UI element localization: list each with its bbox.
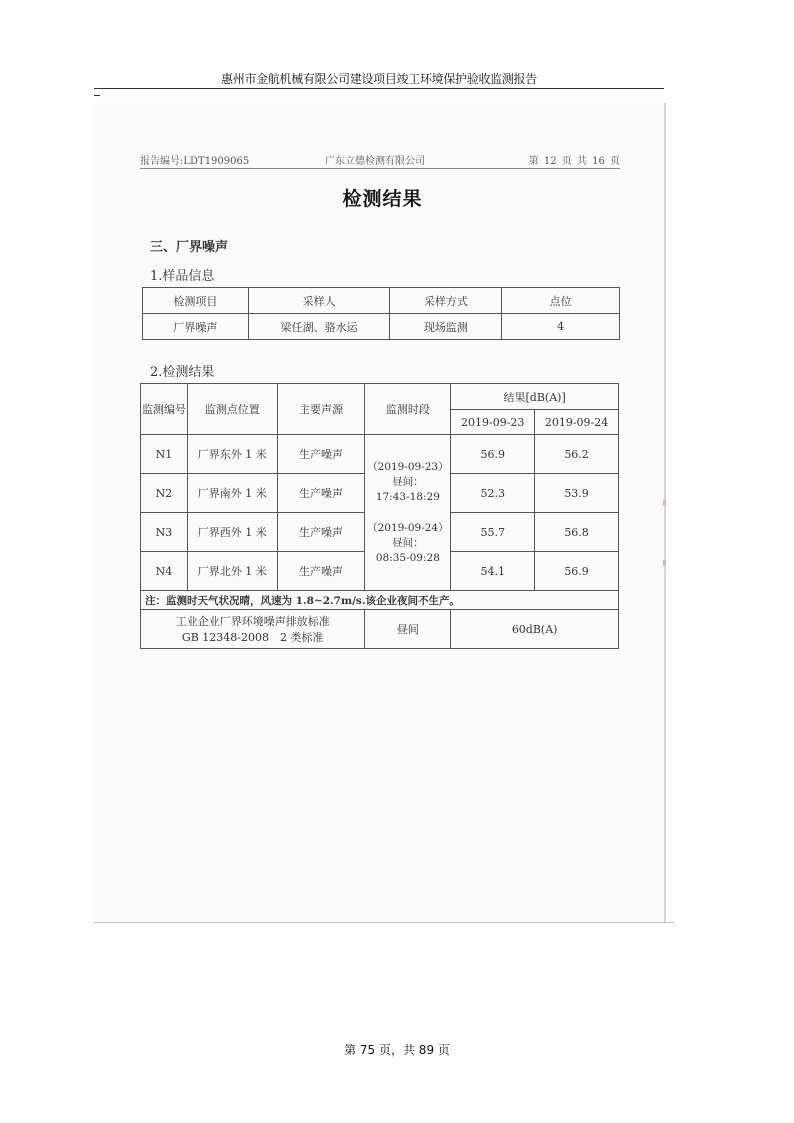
noise-source: 生产噪声	[277, 435, 365, 474]
point-id: N4	[141, 552, 188, 591]
point-id: N2	[141, 474, 188, 513]
table-cell: 厂界噪声	[143, 314, 249, 340]
report-meta	[140, 152, 620, 166]
header-cell: 主要声源	[277, 384, 365, 435]
date-cell: 2019-09-23	[451, 410, 535, 435]
result-value: 53.9	[535, 474, 619, 513]
meta-divider	[140, 168, 620, 169]
header-cell: 监测编号	[141, 384, 188, 435]
period-day-1	[365, 460, 450, 505]
header-dash	[94, 95, 100, 96]
header-cell: 检测项目	[143, 288, 249, 314]
standard-period: 昼间	[365, 610, 451, 649]
results-header-row	[141, 384, 619, 410]
table-cell: 梁任湖、骆水运	[248, 314, 390, 340]
header-cell: 结果[dB(A)]	[451, 384, 619, 410]
result-value: 56.8	[535, 513, 619, 552]
result-value: 52.3	[451, 474, 535, 513]
red-stamp-mark	[663, 500, 666, 506]
report-number: 报告编号:LDT1909065	[140, 156, 250, 167]
table-cell: 4	[502, 314, 620, 340]
sample-info-heading: 1.样品信息	[150, 269, 215, 284]
sample-info-header-row	[143, 288, 620, 314]
table-row	[141, 435, 619, 474]
header-cell: 采样方式	[390, 288, 502, 314]
sample-info-table	[142, 287, 620, 340]
result-value: 56.2	[535, 435, 619, 474]
document-header: 惠州市金航机械有限公司建设项目竣工环境保护验收监测报告	[94, 70, 664, 89]
point-id: N1	[141, 435, 188, 474]
noise-source: 生产噪声	[277, 552, 365, 591]
result-value: 56.9	[535, 552, 619, 591]
header-cell: 点位	[502, 288, 620, 314]
period-date: （2019-09-24）	[367, 521, 449, 534]
page-footer: 第 75 页，共 89 页	[344, 1043, 450, 1057]
red-stamp-mark	[663, 560, 666, 566]
standard-line: 工业企业厂界环境噪声排放标准	[175, 615, 330, 628]
period-day-2	[365, 521, 450, 566]
note-text: 注：监测时天气状况晴，风速为 1.8~2.7m/s.该企业夜间不生产。	[141, 591, 619, 610]
results-heading: 2.检测结果	[150, 365, 215, 380]
report-company: 广东立德检测有限公司	[325, 156, 425, 167]
monitoring-period	[365, 435, 451, 591]
point-location: 厂界北外 1 米	[187, 552, 277, 591]
noise-source: 生产噪声	[277, 474, 365, 513]
point-location: 厂界西外 1 米	[187, 513, 277, 552]
result-value: 55.7	[451, 513, 535, 552]
period-date: （2019-09-23）	[367, 460, 449, 473]
section-title: 三、厂界噪声	[150, 240, 229, 255]
point-location: 厂界南外 1 米	[187, 474, 277, 513]
point-location: 厂界东外 1 米	[187, 435, 277, 474]
note-row	[141, 591, 619, 610]
report-page-info: 第 12 页 共 16 页	[528, 156, 620, 167]
period-label: 昼间：	[392, 475, 424, 488]
results-table	[140, 383, 619, 649]
point-id: N3	[141, 513, 188, 552]
page-title: 检测结果	[342, 188, 423, 210]
scan-bottom-edge	[94, 922, 674, 923]
standard-row	[141, 610, 619, 649]
standard-line: GB 12348-2008 2 类标准	[181, 631, 324, 644]
date-cell: 2019-09-24	[535, 410, 619, 435]
result-value: 54.1	[451, 552, 535, 591]
sample-info-data-row	[143, 314, 620, 340]
period-time: 08:35-09:28	[375, 551, 440, 564]
header-cell: 监测点位置	[187, 384, 277, 435]
result-value: 56.9	[451, 435, 535, 474]
standard-limit: 60dB(A)	[451, 610, 619, 649]
header-cell: 监测时段	[365, 384, 451, 435]
header-cell: 采样人	[248, 288, 390, 314]
noise-source: 生产噪声	[277, 513, 365, 552]
period-label: 昼间：	[392, 536, 424, 549]
period-time: 17:43-18:29	[375, 490, 440, 503]
table-cell: 现场监测	[390, 314, 502, 340]
standard-name	[141, 610, 365, 649]
